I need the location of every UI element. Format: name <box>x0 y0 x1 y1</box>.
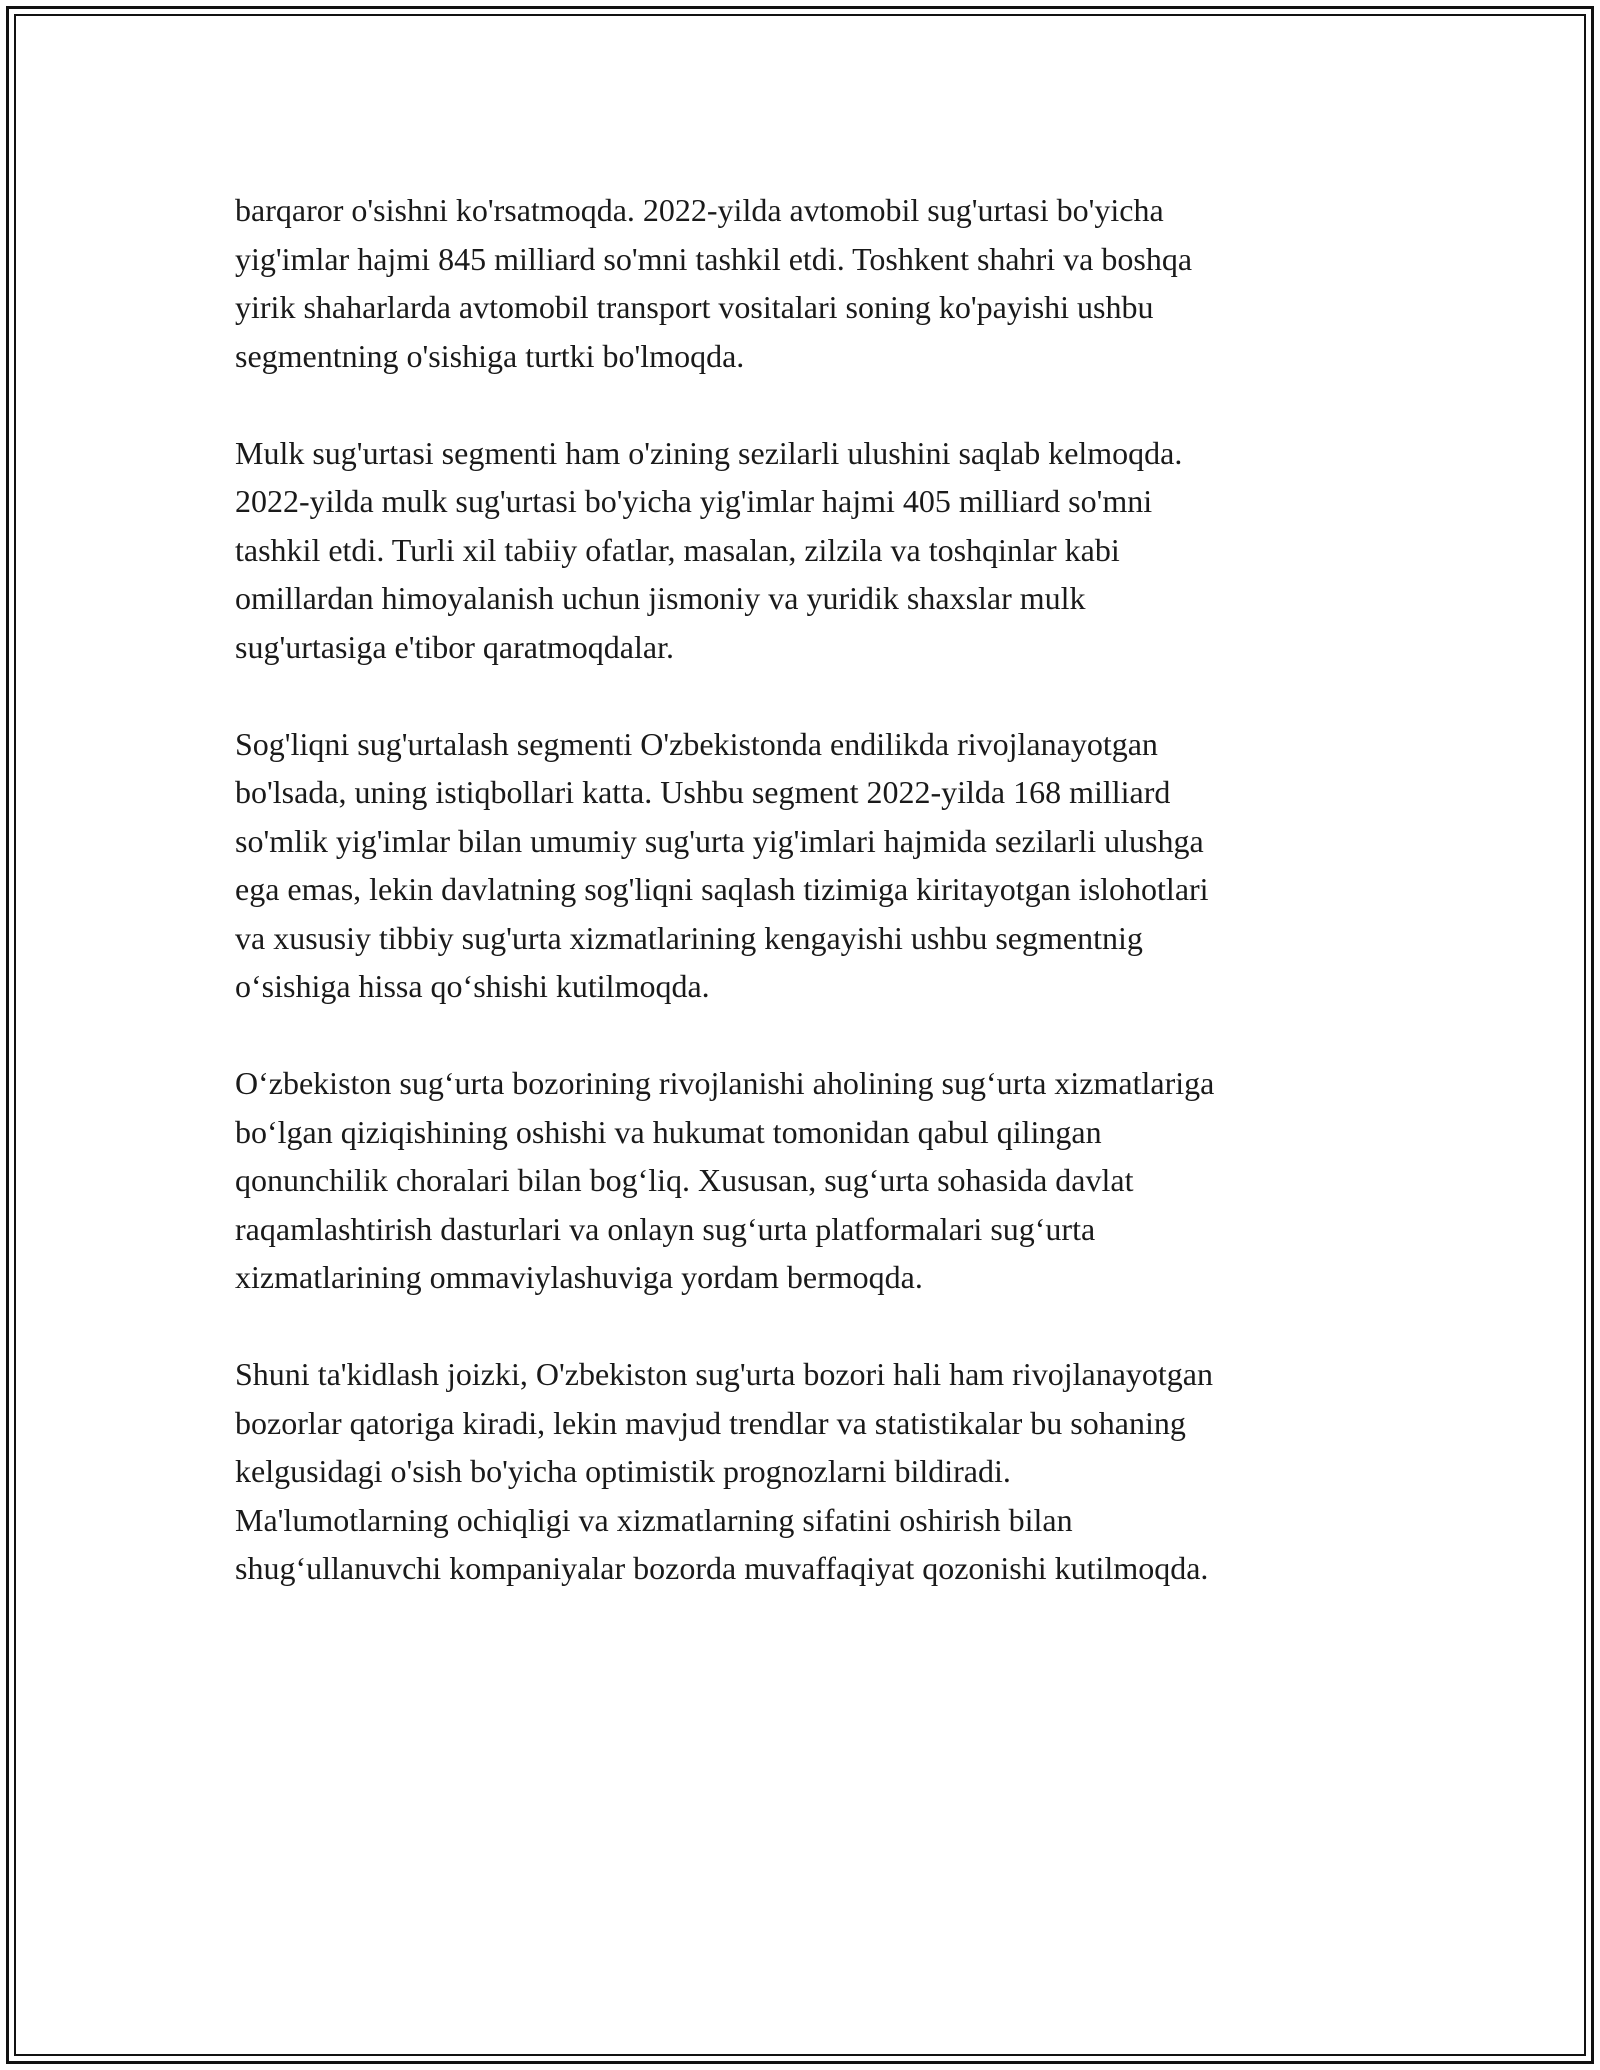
paragraph-health-insurance <box>235 720 1365 1011</box>
text-line: yirik shaharlarda avtomobil transport vositalari soning ko'payishi ushbu <box>235 289 1154 325</box>
paragraph-property-insurance <box>235 429 1365 672</box>
text-line: qonunchilik choralari bilan bog‘liq. Xususan, sug‘urta sohasida davlat <box>235 1162 1134 1198</box>
text-line: barqaror o'sishni ko'rsatmoqda. 2022-yilda avtomobil sug'urtasi bo'yicha <box>235 192 1164 228</box>
text-line: xizmatlarining ommaviylashuviga yordam bermoqda. <box>235 1259 923 1295</box>
text-line: va xususiy tibbiy sug'urta xizmatlarining kengayishi ushbu segmentnig <box>235 919 1143 956</box>
text-line: 2022-yilda mulk sug'urtasi bo'yicha yig'imlar hajmi 405 milliard so'mni <box>235 483 1153 519</box>
text-line: ega emas, lekin davlatning sog'liqni saqlash tizimiga kiritayotgan islohotlari <box>235 871 1209 907</box>
text-line: sug'urtasiga e'tibor qaratmoqdalar. <box>235 628 674 665</box>
text-line: yig'imlar hajmi 845 milliard so'mni tashkil etdi. Toshkent shahri va boshqa <box>235 240 1193 277</box>
text-line: shug‘ullanuvchi kompaniyalar bozorda muvaffaqiyat qozonishi kutilmoqda. <box>235 1550 1209 1586</box>
text-line: bozorlar qatoriga kiradi, lekin mavjud trendlar va statistikalar bu sohaning <box>235 1404 1186 1441</box>
text-line: raqamlashtirish dasturlari va onlayn sug‘urta platformalari sug‘urta <box>235 1210 1096 1247</box>
text-line: omillardan himoyalanish uchun jismoniy va yuridik shaxslar mulk <box>235 580 1086 616</box>
paragraph-auto-insurance <box>235 186 1365 380</box>
text-line: segmentning o'sishiga turtki bo'lmoqda. <box>235 337 745 374</box>
paragraph-conclusion <box>235 1350 1365 1593</box>
text-line: bo‘lgan qiziqishining oshishi va hukumat tomonidan qabul qilingan <box>235 1113 1102 1150</box>
paragraph-market-development <box>235 1059 1365 1302</box>
text-line: Ma'lumotlarning ochiqligi va xizmatlarning sifatini oshirish bilan <box>235 1501 1073 1538</box>
text-line: kelgusidagi o'sish bo'yicha optimistik prognozlarni bildiradi. <box>235 1453 1011 1489</box>
text-line: Mulk sug'urtasi segmenti ham o'zining sezilarli ulushini saqlab kelmoqda. <box>235 434 1183 471</box>
text-line: Sog'liqni sug'urtalash segmenti O'zbekistonda endilikda rivojlanayotgan <box>235 725 1158 762</box>
text-line: Shuni ta'kidlash joizki, O'zbekiston sug'urta bozori hali ham rivojlanayotgan <box>235 1356 1213 1392</box>
text-line: bo'lsada, uning istiqbollari katta. Ushbu segment 2022-yilda 168 milliard <box>235 774 1171 810</box>
text-line: so'mlik yig'imlar bilan umumiy sug'urta yig'imlari hajmida sezilarli ulushga <box>235 822 1204 859</box>
text-line: tashkil etdi. Turli xil tabiiy ofatlar, masalan, zilzila va toshqinlar kabi <box>235 531 1120 568</box>
text-line: O‘zbekiston sug‘urta bozorining rivojlanishi aholining sug‘urta xizmatlariga <box>235 1065 1215 1101</box>
text-line: o‘sishiga hissa qo‘shishi kutilmoqda. <box>235 968 710 1004</box>
document-body <box>235 186 1365 1641</box>
